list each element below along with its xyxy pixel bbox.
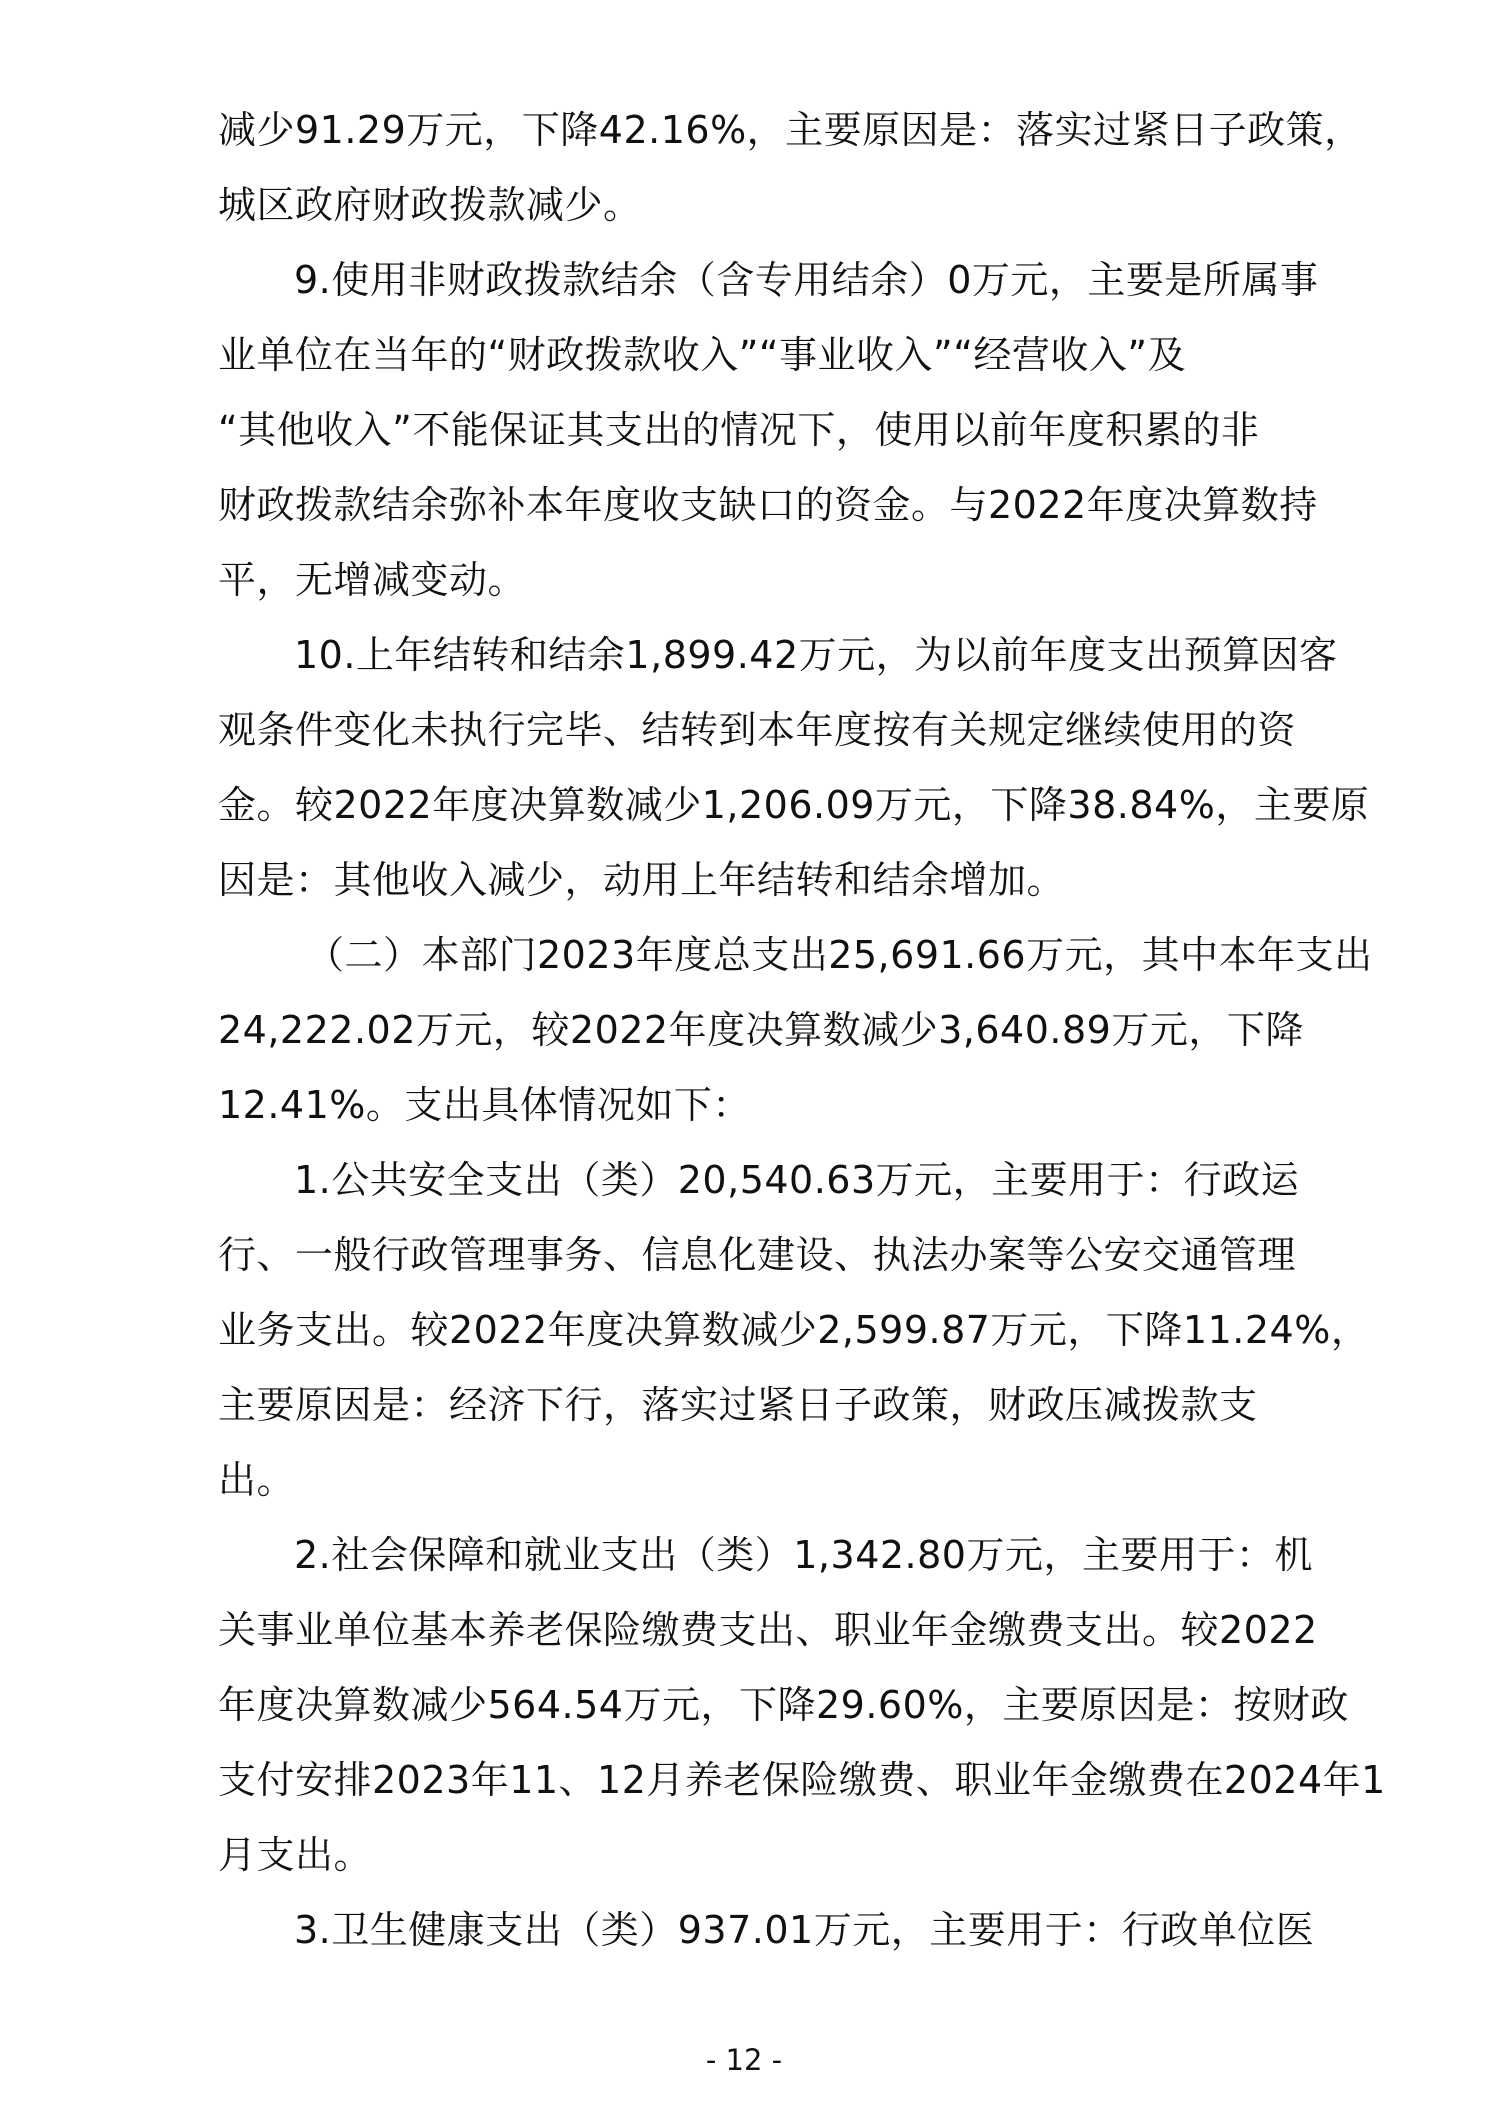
text-line: 24,222.02万元，较2022年度决算数减少3,640.89万元，下降	[218, 1008, 1304, 1052]
text-line: 关事业单位基本养老保险缴费支出、职业年金缴费支出。较2022	[218, 1608, 1318, 1652]
text-line: 金。较2022年度决算数减少1,206.09万元，下降38.84%，主要原	[218, 783, 1370, 827]
section-heading-line: （二）本部门2023年度总支出25,691.66万元，其中本年支出	[306, 933, 1373, 977]
text-line: 月支出。	[218, 1833, 373, 1877]
text-line: 观条件变化未执行完毕、结转到本年度按有关规定继续使用的资	[218, 708, 1297, 752]
text-line: 9.使用非财政拨款结余（含专用结余）0万元，主要是所属事	[294, 258, 1319, 302]
text-line: 因是：其他收入减少，动用上年结转和结余增加。	[218, 858, 1066, 902]
text-line: 年度决算数减少564.54万元，下降29.60%，主要原因是：按财政	[218, 1683, 1349, 1727]
text-line: “其他收入”不能保证其支出的情况下，使用以前年度积累的非	[218, 408, 1260, 452]
text-line: 2.社会保障和就业支出（类）1,342.80万元，主要用于：机	[294, 1533, 1313, 1577]
text-line: 业单位在当年的“财政拨款收入”“事业收入”“经营收入”及	[218, 333, 1187, 377]
body-text	[218, 93, 1386, 1968]
text-line: 12.41%。支出具体情况如下：	[218, 1083, 751, 1127]
text-line: 减少91.29万元，下降42.16%，主要原因是：落实过紧日子政策，	[218, 108, 1363, 152]
text-line: 平，无增减变动。	[218, 558, 527, 602]
text-line: 城区政府财政拨款减少。	[218, 183, 642, 227]
text-line: 行、一般行政管理事务、信息化建设、执法办案等公安交通管理	[218, 1233, 1297, 1277]
text-line: 1.公共安全支出（类）20,540.63万元，主要用于：行政运	[294, 1158, 1300, 1202]
text-line: 业务支出。较2022年度决算数减少2,599.87万元，下降11.24%，	[218, 1308, 1370, 1352]
text-line: 支付安排2023年11、12月养老保险缴费、职业年金缴费在2024年1	[218, 1758, 1386, 1802]
text-line: 10.上年结转和结余1,899.42万元，为以前年度支出预算因客	[294, 633, 1338, 677]
page-number: - 12 -	[705, 2043, 783, 2077]
text-line: 财政拨款结余弥补本年度收支缺口的资金。与2022年度决算数持	[218, 483, 1318, 527]
text-line: 主要原因是：经济下行，落实过紧日子政策，财政压减拨款支	[218, 1383, 1258, 1427]
text-line: 出。	[218, 1458, 296, 1502]
text-line: 3.卫生健康支出（类）937.01万元，主要用于：行政单位医	[294, 1908, 1315, 1952]
